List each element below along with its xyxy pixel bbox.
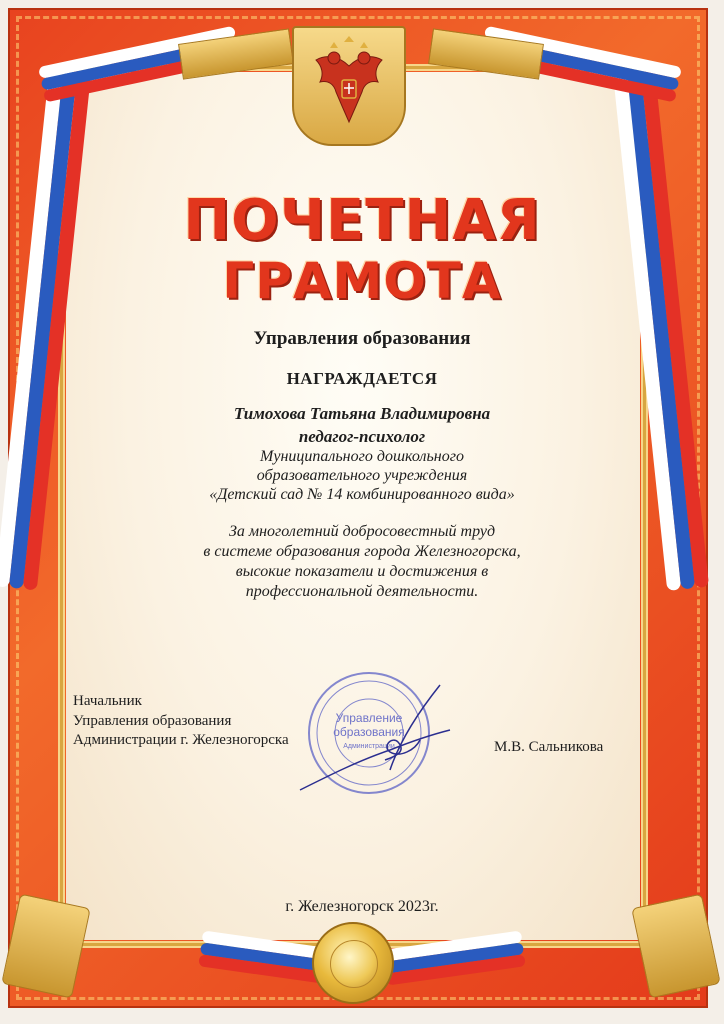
reason-line: высокие показатели и достижения в [235, 563, 489, 580]
signatory-title-line: Начальник [73, 693, 142, 709]
place-date: г. Железногорск 2023г. [285, 898, 439, 915]
certificate-title-line2: ГРАМОТА [222, 252, 502, 310]
coat-of-arms-icon [292, 26, 406, 146]
reason-line: профессиональной деятельности. [245, 583, 479, 600]
svg-text:образования: образования [333, 725, 405, 739]
reason-line: За многолетний добросовестный труд [228, 523, 496, 540]
svg-text:Администрации: Администрации [343, 743, 395, 750]
organization-line: образовательного учреждения [256, 467, 468, 484]
certificate-title-line1: ПОЧЕТНАЯ [183, 188, 541, 253]
signatory-name: М.В. Сальникова [494, 739, 604, 755]
signatory-title-line: Управления образования [73, 713, 232, 729]
issuer-line: Управления образования [253, 328, 471, 349]
recipient-name: Тимохова Татьяна Владимировна [233, 404, 491, 423]
svg-text:Управление: Управление [335, 711, 403, 725]
awarded-label: НАГРАЖДАЕТСЯ [286, 369, 438, 388]
gold-medal-icon [312, 922, 394, 1004]
reason-line: в системе образования города Железногорска, [203, 543, 521, 560]
handwritten-signature [290, 680, 460, 800]
signatory-title-line: Администрации г. Железногорска [73, 732, 289, 748]
recipient-position: педагог-психолог [298, 427, 426, 446]
organization-line: Муниципального дошкольного [260, 448, 464, 465]
organization-line: «Детский сад № 14 комбинированного вида» [209, 486, 515, 503]
